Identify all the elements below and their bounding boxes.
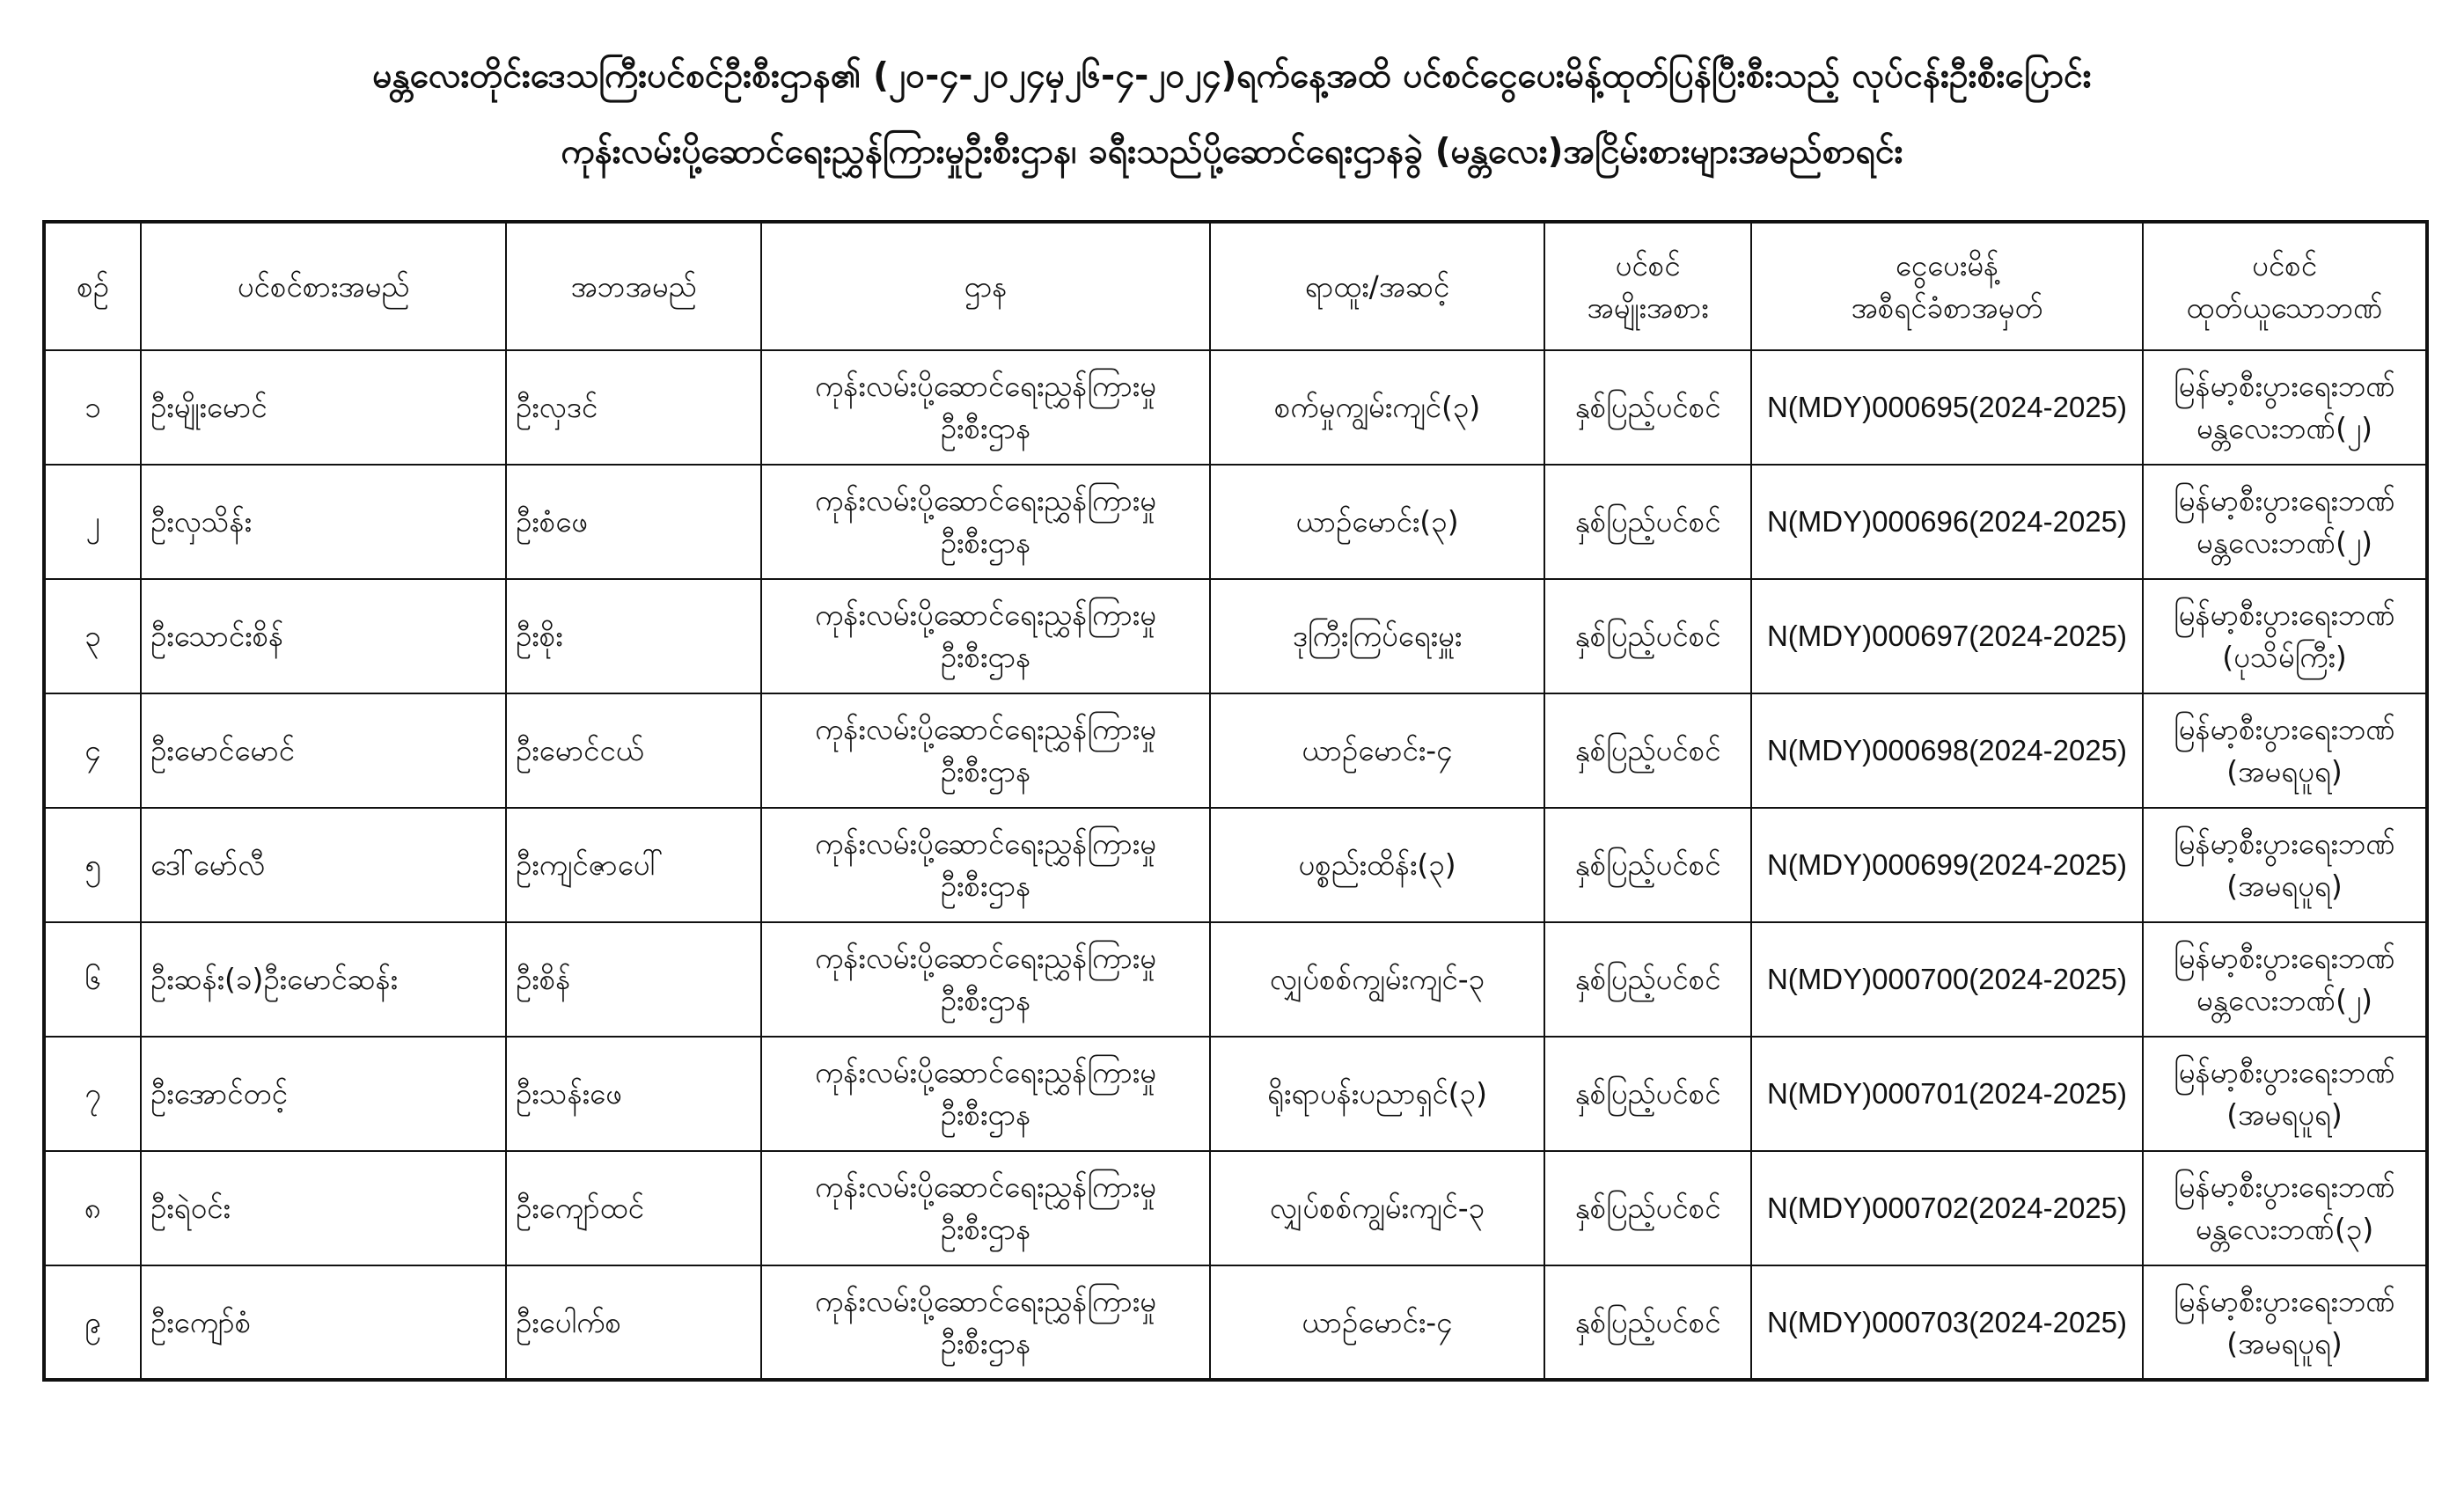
certificate-number: N(MDY)000698(2024-2025) [1751,693,2143,808]
row-number: ၆ [44,922,141,1037]
pension-type: နှစ်ပြည့်ပင်စင် [1544,808,1751,922]
table-header-row [44,222,2427,350]
department [761,1265,1210,1380]
department [761,1151,1210,1265]
pensioner-name: ဦးမောင်မောင် [141,693,506,808]
table-row [44,1151,2427,1265]
father-name: ဦးလှဒင် [506,350,761,465]
bank-line-1: မြန်မာ့စီးပွားရေးဘဏ် [2174,826,2395,862]
department-line-1: ကုန်းလမ်းပို့ဆောင်ရေးညွှန်ကြားမှု [814,483,1156,518]
table-row [44,693,2427,808]
department-line-1: ကုန်းလမ်းပို့ဆောင်ရေးညွှန်ကြားမှု [814,826,1156,862]
header-certificate-line-1: ငွေပေးမိန့် [1895,247,1999,282]
bank-line-1: မြန်မာ့စီးပွားရေးဘဏ် [2174,598,2395,633]
certificate-number: N(MDY)000700(2024-2025) [1751,922,2143,1037]
bank-line-2: မန္တလေးဘဏ်(၂) [2196,411,2373,445]
father-name: ဦးပေါက်စ [506,1265,761,1380]
pensioner-name: ဒေါ်မော်လီ [141,808,506,922]
position: ဒုကြီးကြပ်ရေးမှူး [1210,579,1544,693]
department-line-2: ဦးစီးဌာန [940,1325,1031,1360]
department-line-2: ဦးစီးဌာန [940,754,1031,788]
position: ရိုးရာပန်းပညာရှင်(၃) [1210,1037,1544,1151]
bank-line-2: မန္တလေးဘဏ်(၃) [2195,1212,2374,1246]
father-name: ဦးကျော်ထင် [506,1151,761,1265]
header-father-name: အဘအမည် [506,222,761,350]
header-pension-type [1544,222,1751,350]
table-row [44,579,2427,693]
pension-type: နှစ်ပြည့်ပင်စင် [1544,922,1751,1037]
table-row [44,465,2427,579]
header-bank-line-1: ပင်စင် [2252,247,2317,282]
table-row [44,1265,2427,1380]
department-line-1: ကုန်းလမ်းပို့ဆောင်ရေးညွှန်ကြားမှု [814,941,1156,976]
department-line-1: ကုန်းလမ်းပို့ဆောင်ရေးညွှန်ကြားမှု [814,712,1156,747]
row-number: ၈ [44,1151,141,1265]
pensioner-name: ဦးဆန်း(ခ)ဦးမောင်ဆန်း [141,922,506,1037]
position: ယာဉ်မောင်း(၃) [1210,465,1544,579]
father-name: ဦးသန်းဖေ [506,1037,761,1151]
department [761,350,1210,465]
row-number: ၅ [44,808,141,922]
table-row [44,1037,2427,1151]
bank [2143,922,2427,1037]
bank-line-1: မြန်မာ့စီးပွားရေးဘဏ် [2174,1055,2395,1090]
certificate-number: N(MDY)000697(2024-2025) [1751,579,2143,693]
department-line-2: ဦးစီးဌာန [940,525,1031,560]
department-line-2: ဦးစီးဌာန [940,869,1031,903]
father-name: ဦးမောင်ငယ် [506,693,761,808]
row-number: ၃ [44,579,141,693]
table-row [44,350,2427,465]
bank-line-2: (ပုသိမ်ကြီး) [2222,640,2347,674]
bank-line-1: မြန်မာ့စီးပွားရေးဘဏ် [2174,712,2395,747]
pensioner-name: ဦးအောင်တင့် [141,1037,506,1151]
father-name: ဦးကျင်ဇာပေါ် [506,808,761,922]
bank [2143,579,2427,693]
row-number: ၇ [44,1037,141,1151]
department [761,465,1210,579]
bank [2143,808,2427,922]
department-line-2: ဦးစီးဌာန [940,983,1031,1017]
father-name: ဦးစိုး [506,579,761,693]
bank-line-1: မြန်မာ့စီးပွားရေးဘဏ် [2174,941,2395,976]
bank-line-1: မြန်မာ့စီးပွားရေးဘဏ် [2174,369,2395,404]
row-number: ၁ [44,350,141,465]
pension-type: နှစ်ပြည့်ပင်စင် [1544,350,1751,465]
table-body [44,350,2427,1380]
department [761,922,1210,1037]
header-pension-type-line-1: ပင်စင် [1615,247,1681,282]
certificate-number: N(MDY)000699(2024-2025) [1751,808,2143,922]
bank [2143,693,2427,808]
header-position: ရာထူး/အဆင့် [1210,222,1544,350]
bank [2143,1037,2427,1151]
table-row [44,922,2427,1037]
pension-type: နှစ်ပြည့်ပင်စင် [1544,1037,1751,1151]
department-line-1: ကုန်းလမ်းပို့ဆောင်ရေးညွှန်ကြားမှု [814,1055,1156,1090]
department-line-1: ကုန်းလမ်းပို့ဆောင်ရေးညွှန်ကြားမှု [814,1170,1156,1205]
pensioner-name: ဦးရဲဝင်း [141,1151,506,1265]
pensioner-name: ဦးမျိုးမောင် [141,350,506,465]
department-line-1: ကုန်းလမ်းပို့ဆောင်ရေးညွှန်ကြားမှု [814,598,1156,633]
header-no: စဉ် [44,222,141,350]
document-title-line-2: ကုန်းလမ်းပို့ဆောင်ရေးညွှန်ကြားမှုဦးစီးဌာန၊ ခရီးသည်ပို့ဆောင်ရေးဌာနခွဲ (မန္တလေး)အငြိမ်းစားများအမည်စာရင်း [561,132,1903,172]
header-pension-type-line-2: အမျိုးအစား [1587,290,1709,325]
pensioner-name: ဦးလှသိန်း [141,465,506,579]
pensioner-table [42,220,2429,1382]
pension-type: နှစ်ပြည့်ပင်စင် [1544,465,1751,579]
position: စက်မှုကျွမ်းကျင်(၃) [1210,350,1544,465]
row-number: ၂ [44,465,141,579]
certificate-number: N(MDY)000696(2024-2025) [1751,465,2143,579]
father-name: ဦးစံဖေ [506,465,761,579]
department-line-2: ဦးစီးဌာန [940,1212,1031,1246]
certificate-number: N(MDY)000695(2024-2025) [1751,350,2143,465]
pension-type: နှစ်ပြည့်ပင်စင် [1544,579,1751,693]
bank [2143,1265,2427,1380]
header-pensioner-name: ပင်စင်စားအမည် [141,222,506,350]
bank-line-2: မန္တလေးဘဏ်(၂) [2196,525,2373,560]
bank-line-1: မြန်မာ့စီးပွားရေးဘဏ် [2174,1283,2395,1318]
bank [2143,465,2427,579]
department [761,693,1210,808]
department [761,808,1210,922]
pension-type: နှစ်ပြည့်ပင်စင် [1544,1151,1751,1265]
certificate-number: N(MDY)000703(2024-2025) [1751,1265,2143,1380]
header-department: ဌာန [761,222,1210,350]
pension-type: နှစ်ပြည့်ပင်စင် [1544,693,1751,808]
bank-line-1: မြန်မာ့စီးပွားရေးဘဏ် [2174,483,2395,518]
position: လျှပ်စစ်ကျွမ်းကျင်-၃ [1210,1151,1544,1265]
pensioner-name: ဦးကျော်စံ [141,1265,506,1380]
father-name: ဦးစိန် [506,922,761,1037]
bank [2143,350,2427,465]
pension-type: နှစ်ပြည့်ပင်စင် [1544,1265,1751,1380]
department [761,1037,1210,1151]
bank-line-2: (အမရပူရ) [2226,869,2343,903]
document-title-line-1: မန္တလေးတိုင်းဒေသကြီးပင်စင်ဦးစီးဌာန၏ (၂၀-၄-၂၀၂၄မှ၂၆-၄-၂၀၂၄)ရက်နေ့အထိ ပင်စင်ငွေပေးမိန့်ထုတ်ပြန်ပြီးစီးသည့် လုပ်ငန်းဦးစီးပြောင်း [372,56,2092,96]
certificate-number: N(MDY)000701(2024-2025) [1751,1037,2143,1151]
position: လျှပ်စစ်ကျွမ်းကျင်-၃ [1210,922,1544,1037]
position: ယာဉ်မောင်း-၄ [1210,1265,1544,1380]
department-line-1: ကုန်းလမ်းပို့ဆောင်ရေးညွှန်ကြားမှု [814,1283,1156,1318]
position: ပစ္စည်းထိန်း(၃) [1210,808,1544,922]
department-line-2: ဦးစီးဌာန [940,411,1031,445]
header-certificate-number [1751,222,2143,350]
header-bank [2143,222,2427,350]
header-certificate-line-2: အစီရင်ခံစာအမှတ် [1851,290,2043,325]
header-bank-line-2: ထုတ်ယူသောဘဏ် [2186,290,2383,325]
bank-line-2: (အမရပူရ) [2226,754,2343,788]
row-number: ၄ [44,693,141,808]
department-line-2: ဦးစီးဌာန [940,640,1031,674]
department [761,579,1210,693]
pensioner-name: ဦးသောင်းစိန် [141,579,506,693]
department-line-1: ကုန်းလမ်းပို့ဆောင်ရေးညွှန်ကြားမှု [814,369,1156,404]
position: ယာဉ်မောင်း-၄ [1210,693,1544,808]
row-number: ၉ [44,1265,141,1380]
table-row [44,808,2427,922]
bank [2143,1151,2427,1265]
bank-line-1: မြန်မာ့စီးပွားရေးဘဏ် [2174,1170,2395,1205]
certificate-number: N(MDY)000702(2024-2025) [1751,1151,2143,1265]
department-line-2: ဦးစီးဌာန [940,1097,1031,1132]
bank-line-2: မန္တလေးဘဏ်(၂) [2196,983,2373,1017]
bank-line-2: (အမရပူရ) [2226,1097,2343,1132]
bank-line-2: (အမရပူရ) [2226,1325,2343,1360]
